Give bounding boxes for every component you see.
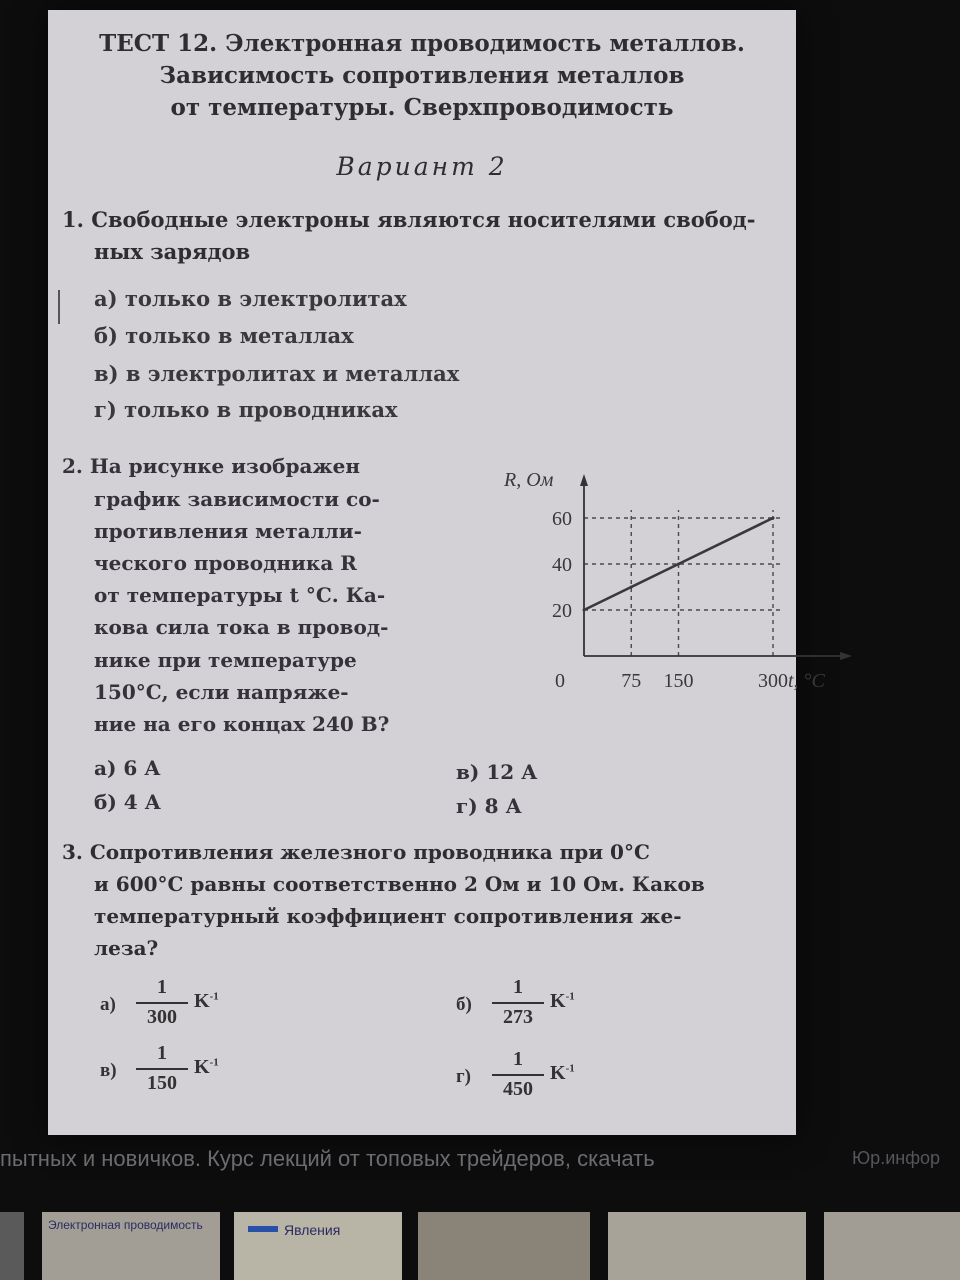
series-point bbox=[630, 586, 633, 589]
series-point bbox=[677, 563, 680, 566]
ad-banner-right[interactable]: Юр.инфор bbox=[852, 1148, 941, 1168]
fraction-denominator: 450 bbox=[503, 1078, 533, 1100]
pencil-mark bbox=[58, 290, 60, 324]
x-axis-arrow bbox=[840, 652, 852, 660]
question-2-line: 150°С, если напряже- bbox=[94, 680, 349, 704]
thumbnail-strip bbox=[0, 1198, 960, 1280]
unit-kelvin: $K^{-1}$ bbox=[550, 1062, 575, 1084]
unit-kelvin: $K^{-1}$ bbox=[550, 990, 575, 1012]
chart-axes bbox=[580, 474, 852, 660]
q2-option-b: б) 4 А bbox=[94, 790, 161, 814]
question-3-line-1: 3. Сопротивления железного проводника при 0°С bbox=[62, 840, 650, 864]
fraction-numerator: 1 bbox=[157, 1042, 167, 1064]
ad-banner[interactable] bbox=[0, 1138, 960, 1180]
q2-option-a: а) 6 А bbox=[94, 756, 161, 780]
x-tick-label: 0 bbox=[555, 670, 565, 692]
test-page bbox=[48, 10, 825, 1135]
test-title-line-3: от температуры. Сверхпроводимость bbox=[170, 94, 674, 121]
x-axis-label: t, °С bbox=[788, 670, 825, 692]
question-2-line: ние на его концах 240 В? bbox=[94, 712, 390, 736]
fraction-bar bbox=[136, 1068, 188, 1070]
series-point bbox=[772, 517, 775, 520]
variant-heading: Вариант 2 bbox=[336, 152, 508, 181]
question-3-line-3: температурный коэффициент сопротивления же- bbox=[94, 904, 682, 928]
question-2-line: 2. На рисунке изображен bbox=[62, 454, 361, 478]
thumbnail[interactable] bbox=[42, 1212, 220, 1280]
fraction-denominator: 273 bbox=[503, 1006, 533, 1028]
y-tick-label: 40 bbox=[552, 554, 572, 576]
q2-option-c: в) 12 А bbox=[456, 760, 538, 784]
thumbnail[interactable] bbox=[0, 1212, 24, 1280]
thumbnail-stripe bbox=[248, 1226, 278, 1232]
chart-grid bbox=[584, 510, 783, 656]
question-1-line-1: 1. Свободные электроны являются носителями свобод- bbox=[62, 207, 756, 232]
question-1-line-2: ных зарядов bbox=[94, 239, 251, 264]
y-tick-label: 60 bbox=[552, 508, 572, 530]
q1-option-a: а) только в электролитах bbox=[94, 286, 407, 311]
question-2-line: график зависимости со- bbox=[94, 487, 380, 511]
fraction-denominator: 300 bbox=[147, 1006, 177, 1028]
q1-option-c: в) в электролитах и металлах bbox=[94, 361, 460, 386]
fraction-numerator: 1 bbox=[513, 1048, 523, 1070]
q1-option-d: г) только в проводниках bbox=[94, 397, 398, 422]
unit-kelvin: $K^{-1}$ bbox=[194, 990, 219, 1012]
thumbnail[interactable] bbox=[234, 1212, 402, 1280]
option-label: а) bbox=[100, 994, 116, 1015]
y-tick-label: 20 bbox=[552, 600, 572, 622]
fraction-bar bbox=[492, 1074, 544, 1076]
question-3-line-2: и 600°С равны соответственно 2 Ом и 10 Ом. Каков bbox=[94, 872, 705, 896]
fraction-bar bbox=[136, 1002, 188, 1004]
thumbnail[interactable] bbox=[418, 1212, 590, 1280]
ad-banner-text[interactable]: пытных и новичков. Курс лекций от топовых трейдеров, скачать bbox=[0, 1146, 655, 1171]
x-tick-label: 300 bbox=[758, 670, 788, 692]
question-3-line-4: леза? bbox=[94, 936, 159, 960]
question-2-line: кова сила тока в провод- bbox=[94, 615, 389, 639]
option-label: в) bbox=[100, 1060, 117, 1081]
thumbnail[interactable] bbox=[824, 1212, 960, 1280]
option-label: г) bbox=[456, 1066, 471, 1087]
resistance-temperature-chart bbox=[440, 460, 825, 700]
y-axis-arrow bbox=[580, 474, 588, 486]
fraction-numerator: 1 bbox=[513, 976, 523, 998]
fraction-bar bbox=[492, 1002, 544, 1004]
y-axis-label: R, Ом bbox=[504, 469, 554, 491]
test-title-line-1: ТЕСТ 12. Электронная проводимость металлов. bbox=[99, 30, 745, 57]
x-tick-label: 75 bbox=[621, 670, 642, 692]
question-2-line: ческого проводника R bbox=[94, 551, 357, 575]
thumbnail[interactable] bbox=[608, 1212, 806, 1280]
unit-kelvin: $K^{-1}$ bbox=[194, 1056, 219, 1078]
x-tick-label: 150 bbox=[663, 670, 694, 692]
thumbnail-label: Явления bbox=[284, 1222, 341, 1238]
thumbnail-label: Электронная проводимость bbox=[48, 1218, 203, 1232]
fraction-numerator: 1 bbox=[157, 976, 167, 998]
test-title-line-2: Зависимость сопротивления металлов bbox=[159, 62, 685, 89]
chart-labels bbox=[503, 469, 826, 692]
option-label: б) bbox=[456, 994, 472, 1015]
question-2-line: от температуры t °С. Ка- bbox=[94, 583, 386, 607]
fraction-denominator: 150 bbox=[147, 1072, 177, 1094]
q1-option-b: б) только в металлах bbox=[94, 323, 354, 348]
q2-option-d: г) 8 А bbox=[456, 794, 522, 818]
series-point bbox=[583, 609, 586, 612]
question-2-line: нике при температуре bbox=[94, 648, 357, 672]
question-2-line: противления металли- bbox=[94, 519, 362, 543]
